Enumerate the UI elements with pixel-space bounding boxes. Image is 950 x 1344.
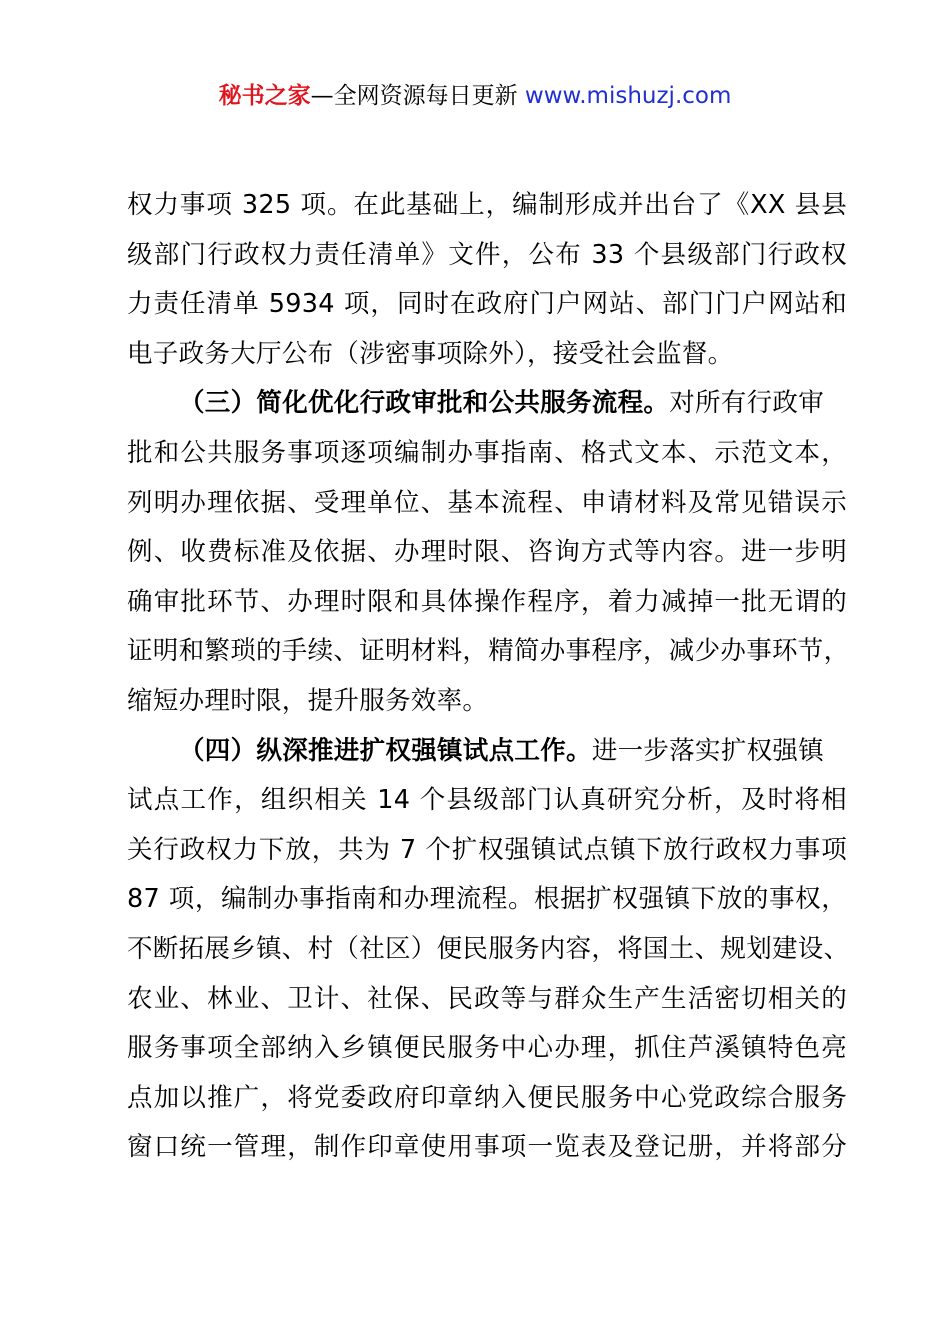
text-line: 电子政务大厅公布（涉密事项除外），接受社会监督。: [127, 338, 734, 369]
section-heading-line: （四）纵深推进扩权强镇试点工作。进一步落实扩权强镇: [179, 735, 825, 766]
text-line: 权力事项 325 项。在此基础上，编制形成并出台了《XX 县县: [127, 190, 847, 220]
text-line: 力责任清单 5934 项，同时在政府门户网站、部门门户网站和: [127, 289, 847, 320]
section-heading: （四）纵深推进扩权强镇试点工作。: [179, 735, 592, 766]
text-line: 试点工作，组织相关 14 个县级部门认真研究分析，及时将相: [127, 785, 847, 816]
text-line: 缩短办理时限，提升服务效率。: [127, 685, 489, 716]
text-line: 窗口统一管理，制作印章使用事项一览表及登记册，并将部分: [127, 1132, 847, 1163]
page-header: [0, 80, 950, 112]
text-line: 确审批环节、办理时限和具体操作程序，着力减掉一批无谓的: [127, 586, 847, 617]
text-line: 级部门行政权力责任清单》文件，公布 33 个县级部门行政权: [127, 239, 847, 270]
text-line: 87 项，编制办事指南和办理流程。根据扩权强镇下放的事权，: [127, 884, 847, 915]
text-line: 批和公共服务事项逐项编制办事指南、格式文本、示范文本，: [127, 437, 847, 468]
site-slogan: —全网资源每日更新: [310, 83, 518, 109]
document-body: [127, 181, 850, 1173]
section-heading: （三）简化优化行政审批和公共服务流程。: [179, 388, 670, 419]
site-brand: 秘书之家: [218, 83, 311, 109]
text-line: 证明和繁琐的手续、证明材料，精简办事程序，减少办事环节，: [127, 636, 850, 667]
text-line: 服务事项全部纳入乡镇便民服务中心办理，抓住芦溪镇特色亮: [127, 1033, 847, 1064]
site-url-link[interactable]: www.mishuzj.com: [524, 83, 732, 109]
text-line: 农业、林业、卫计、社保、民政等与群众生产生活密切相关的: [127, 983, 847, 1014]
text-line: 关行政权力下放，共为 7 个扩权强镇试点镇下放行政权力事项: [127, 834, 847, 865]
text-line: 点加以推广，将党委政府印章纳入便民服务中心党政综合服务: [127, 1082, 847, 1113]
section-heading-line: （三）简化优化行政审批和公共服务流程。对所有行政审: [179, 388, 825, 419]
text-line: 不断拓展乡镇、村（社区）便民服务内容，将国土、规划建设、: [127, 933, 850, 964]
text-line: 例、收费标准及依据、办理时限、咨询方式等内容。进一步明: [127, 537, 847, 568]
text-line: 列明办理依据、受理单位、基本流程、申请材料及常见错误示: [127, 487, 847, 518]
